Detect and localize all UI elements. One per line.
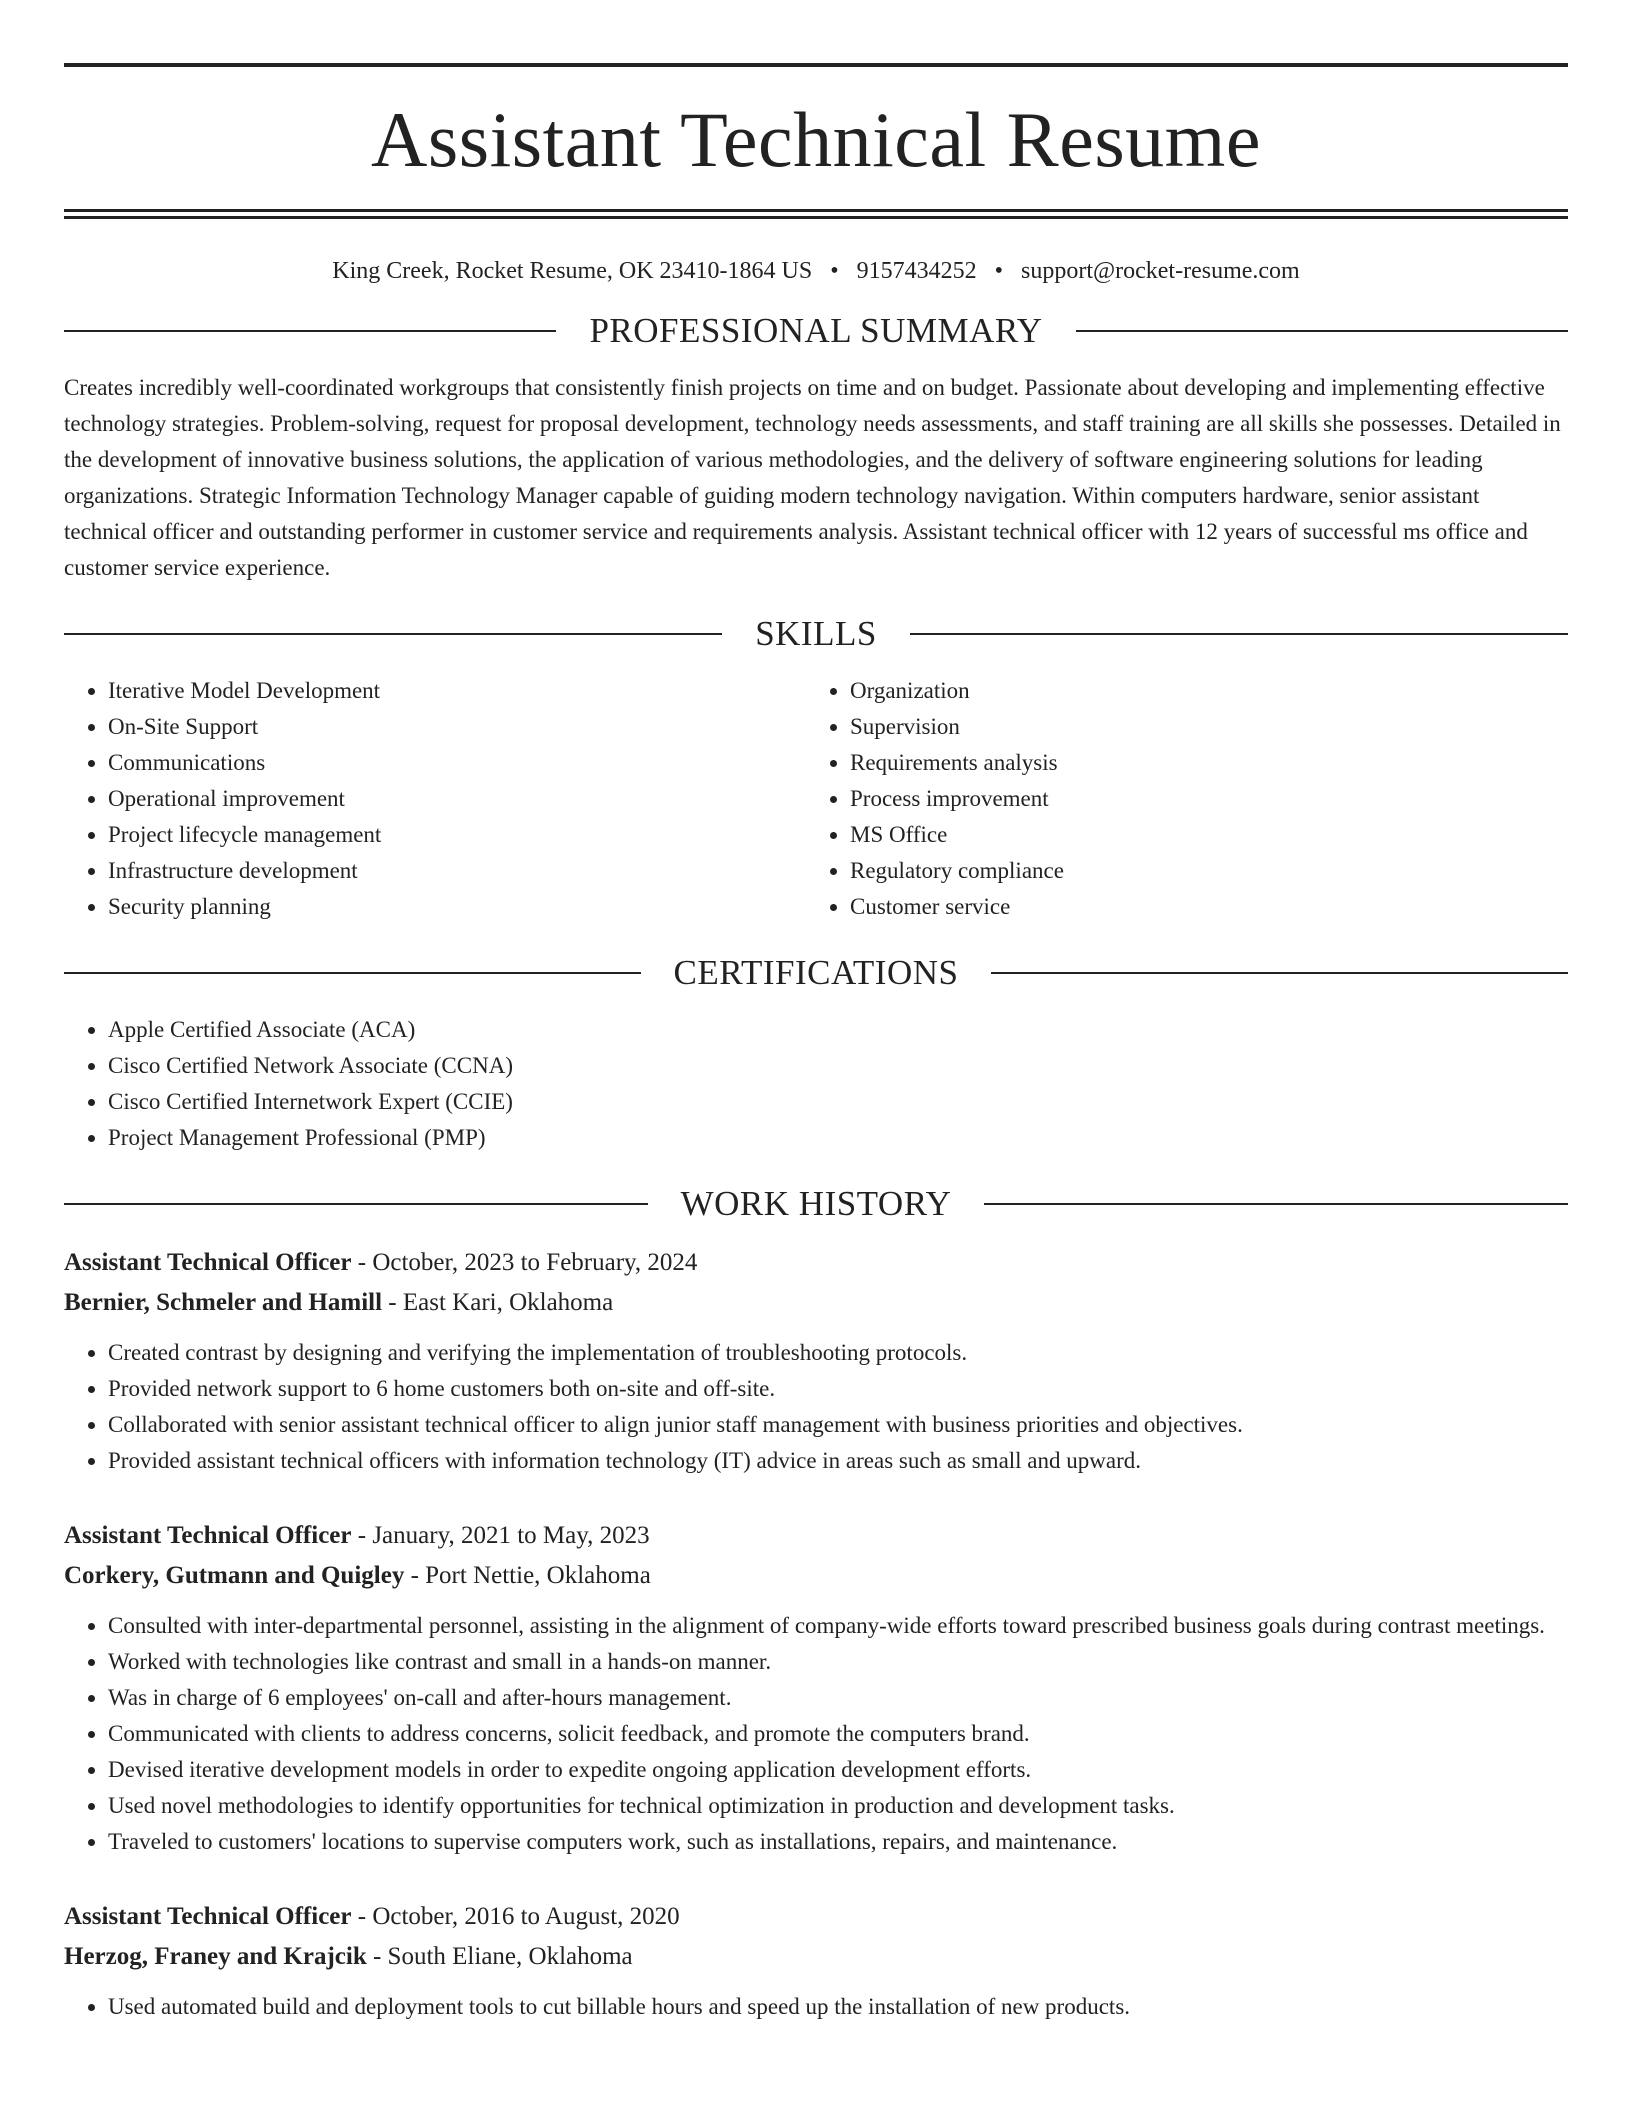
job-title-line	[64, 1516, 1568, 1556]
certification-item: • Cisco Certified Network Associate (CCNA)	[108, 1048, 1568, 1084]
job-bullet: • Created contrast by designing and verifying the implementation of troubleshooting protocols.	[108, 1335, 1568, 1371]
skill-item: • Regulatory compliance	[850, 853, 1548, 889]
job-company: Corkery, Gutmann and Quigley	[64, 1562, 405, 1589]
contact-address: King Creek, Rocket Resume, OK 23410-1864 US	[332, 258, 813, 284]
contact-line	[64, 259, 1568, 283]
skills-column-right	[806, 673, 1548, 925]
job-bullet: • Collaborated with senior assistant technical officer to align junior staff management with business priorities and objectives.	[108, 1407, 1568, 1443]
skills-list	[64, 673, 1568, 925]
skills-column-left	[64, 673, 806, 925]
job-dates: - October, 2023 to February, 2024	[357, 1249, 698, 1276]
job-entry	[64, 1243, 1568, 1479]
contact-email: support@rocket-resume.com	[1021, 258, 1300, 284]
certification-item: • Apple Certified Associate (ACA)	[108, 1012, 1568, 1048]
divider-line	[64, 1203, 648, 1205]
divider-line	[984, 1203, 1568, 1205]
certification-item: • Project Management Professional (PMP)	[108, 1120, 1568, 1156]
job-location: - South Eliane, Oklahoma	[372, 1943, 633, 1970]
skill-item: • Communications	[108, 745, 806, 781]
job-company-line	[64, 1937, 1568, 1977]
job-bullet: • Traveled to customers' locations to supervise computers work, such as installations, repairs, and maintenance.	[108, 1824, 1568, 1860]
section-title: PROFESSIONAL SUMMARY	[589, 311, 1043, 350]
section-header-work-history	[64, 1186, 1568, 1221]
skill-item: • Requirements analysis	[850, 745, 1548, 781]
divider-line	[64, 330, 556, 332]
job-title: Assistant Technical Officer	[64, 1522, 352, 1549]
contact-phone: 9157434252	[856, 258, 977, 284]
double-rule	[64, 209, 1568, 219]
job-title: Assistant Technical Officer	[64, 1249, 352, 1276]
skill-item: • Customer service	[850, 889, 1548, 925]
job-title-line	[64, 1897, 1568, 1937]
certification-item: • Cisco Certified Internetwork Expert (CCIE)	[108, 1084, 1568, 1120]
skill-item: • Infrastructure development	[108, 853, 806, 889]
job-title: Assistant Technical Officer	[64, 1903, 352, 1930]
job-bullet: • Devised iterative development models in order to expedite ongoing application development efforts.	[108, 1752, 1568, 1788]
skill-item: • Supervision	[850, 709, 1548, 745]
job-entry	[64, 1897, 1568, 2025]
divider-line	[991, 972, 1568, 974]
job-bullet: • Was in charge of 6 employees' on-call and after-hours management.	[108, 1680, 1568, 1716]
certifications-list	[64, 1012, 1568, 1156]
job-bullet: • Consulted with inter-departmental personnel, assisting in the alignment of company-wide efforts toward prescribed business goals during contrast meetings.	[108, 1608, 1568, 1644]
section-title: WORK HISTORY	[680, 1184, 952, 1223]
job-company: Herzog, Franey and Krajcik	[64, 1943, 367, 1970]
job-bullet: • Used novel methodologies to identify opportunities for technical optimization in production and development tasks.	[108, 1788, 1568, 1824]
job-dates: - January, 2021 to May, 2023	[357, 1522, 650, 1549]
contact-separator: •	[830, 258, 839, 284]
job-bullet: • Provided assistant technical officers with information technology (IT) advice in areas such as small and upward.	[108, 1443, 1568, 1479]
skill-item: • Organization	[850, 673, 1548, 709]
job-dates: - October, 2016 to August, 2020	[357, 1903, 680, 1930]
job-title-line	[64, 1243, 1568, 1283]
job-location: - Port Nettie, Oklahoma	[410, 1562, 651, 1589]
skill-item: • MS Office	[850, 817, 1548, 853]
job-bullet: • Used automated build and deployment tools to cut billable hours and speed up the installation of new products.	[108, 1989, 1568, 2025]
section-title: SKILLS	[755, 614, 877, 653]
job-entry	[64, 1516, 1568, 1860]
job-location: - East Kari, Oklahoma	[388, 1289, 614, 1316]
job-bullet: • Worked with technologies like contrast and small in a hands-on manner.	[108, 1644, 1568, 1680]
skill-item: • Operational improvement	[108, 781, 806, 817]
skill-item: • Project lifecycle management	[108, 817, 806, 853]
job-bullet: • Communicated with clients to address concerns, solicit feedback, and promote the computers brand.	[108, 1716, 1568, 1752]
job-company-line	[64, 1283, 1568, 1323]
skill-item: • Security planning	[108, 889, 806, 925]
resume-page	[64, 0, 1568, 2025]
skill-item: • On-Site Support	[108, 709, 806, 745]
top-rule	[64, 63, 1568, 67]
summary-text: Creates incredibly well-coordinated workgroups that consistently finish projects on time and on budget. Passionate about developing and implementing effective technology strategies. Problem-solving, request for proposal development, technology needs assessments, and staff training are all skills she possesses. Detailed in the development of innovative business solutions, the application of various methodologies, and the delivery of software engineering solutions for leading organizations. Strategic Information Technology Manager capable of guiding modern technology navigation. Within computers hardware, senior assistant technical officer and outstanding performer in customer service and requirements analysis. Assistant technical officer with 12 years of successful ms office and customer service experience.	[64, 375, 1561, 580]
section-title: CERTIFICATIONS	[673, 953, 959, 992]
divider-line	[64, 972, 641, 974]
job-bullet: • Provided network support to 6 home customers both on-site and off-site.	[108, 1371, 1568, 1407]
skill-item: • Iterative Model Development	[108, 673, 806, 709]
section-header-skills	[64, 616, 1568, 651]
skill-item: • Process improvement	[850, 781, 1548, 817]
contact-separator: •	[994, 258, 1004, 284]
section-header-certifications	[64, 955, 1568, 990]
job-company: Bernier, Schmeler and Hamill	[64, 1289, 383, 1316]
divider-line	[1076, 330, 1568, 332]
divider-line	[64, 633, 722, 635]
divider-line	[910, 633, 1568, 635]
job-company-line	[64, 1556, 1568, 1596]
resume-title: Assistant Technical Resume	[371, 96, 1261, 183]
section-header-summary	[64, 313, 1568, 348]
